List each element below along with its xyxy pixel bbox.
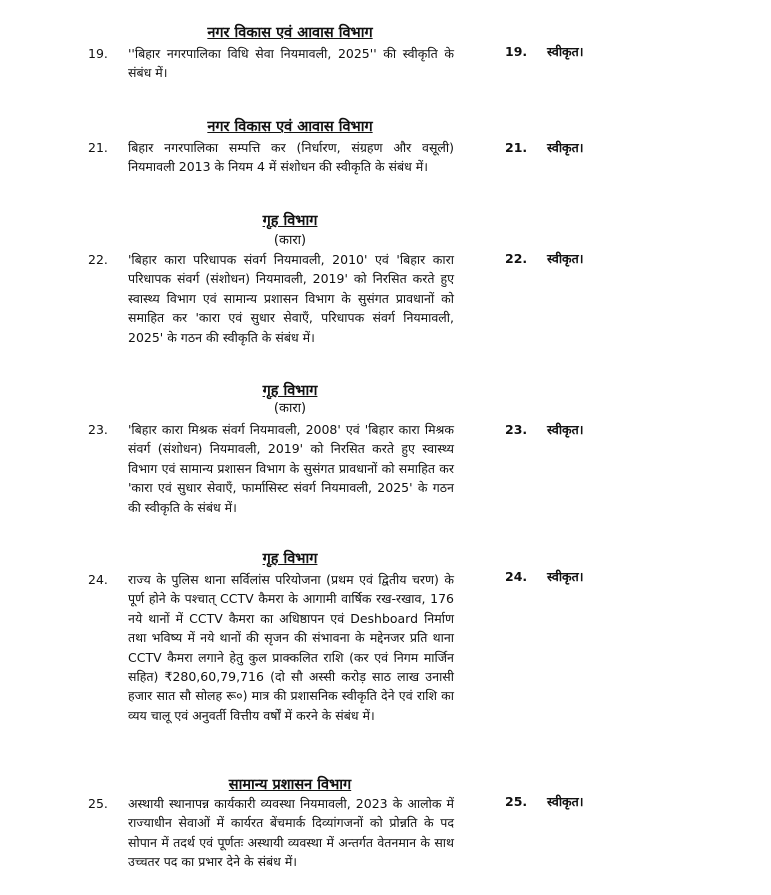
department-heading: गृह विभाग <box>262 213 318 229</box>
decision-status: स्वीकृत। <box>547 794 584 809</box>
decision-status: स्वीकृत। <box>547 251 584 266</box>
sub-department: (कारा) <box>273 401 307 416</box>
item-description: अस्थायी स्थानापन्न कार्यकारी व्यवस्था नियमावली, 2023 के आलोक में राज्याधीन सेवाओं में कार्यरत बेंचमार्क दिव्यांगजनों को प्रोन्नति के पद सोपान में तदर्थ एवं पूर्णतः अस्थायी व्यवस्था में अन्तर्गत वेतनमान के साथ उच्चतर पद का प्रभार देने के संबंध में। <box>128 796 454 870</box>
department-heading: नगर विकास एवं आवास विभाग <box>207 119 373 135</box>
item-description: ''बिहार नगरपालिका विधि सेवा नियमावली, 2025'' की स्वीकृति के संबंध में। <box>128 46 454 81</box>
item-number: 24. <box>88 572 108 587</box>
department-heading: गृह विभाग <box>262 383 318 399</box>
decision-number: 21. <box>505 140 528 155</box>
item-number: 21. <box>88 140 108 155</box>
item-number: 25. <box>88 796 108 811</box>
decision-status: स्वीकृत। <box>547 422 584 437</box>
department-heading: सामान्य प्रशासन विभाग <box>228 777 352 793</box>
decision-status: स्वीकृत। <box>547 140 584 155</box>
decision-status: स्वीकृत। <box>547 569 584 584</box>
department-heading: गृह विभाग <box>262 551 318 567</box>
decision-status: स्वीकृत। <box>547 44 584 59</box>
department-heading: नगर विकास एवं आवास विभाग <box>207 25 373 41</box>
decision-number: 25. <box>505 794 528 809</box>
item-number: 19. <box>88 46 108 61</box>
item-description: बिहार नगरपालिका सम्पत्ति कर (निर्धारण, संग्रहण और वसूली) नियमावली 2013 के नियम 4 में संशोधन की स्वीकृति के संबंध में। <box>128 140 454 175</box>
item-description: 'बिहार कारा परिधापक संवर्ग नियमावली, 2010' एवं 'बिहार कारा परिधापक संवर्ग (संशोधन) नियमावली, 2019' को निरसित करते हुए स्वास्थ्य विभाग एवं सामान्य प्रशासन विभाग के सुसंगत प्रावधानों को समाहित कर 'कारा एवं सुधार सेवाएँ, परिधापक संवर्ग नियमावली, 2025' के गठन की स्वीकृति के संबंध में। <box>128 252 454 345</box>
decision-number: 19. <box>505 44 528 59</box>
decision-number: 23. <box>505 422 528 437</box>
item-description: राज्य के पुलिस थाना सर्विलांस परियोजना (प्रथम एवं द्वितीय चरण) के पूर्ण होने के पश्चात् CCTV कैमरा के आगामी वार्षिक रख-रखाव, 176 नये थानों में CCTV कैमरा का अधिष्ठापन एवं Deshboard निर्माण तथा भविष्य में नये थानों की सृजन की संभावना के मद्देनजर प्रति थाना CCTV कैमरा लगाने हेतु कुल प्राक्कलित राशि (कर एवं निगम मार्जिन सहित) ₹280,60,79,716 (दो सौ अस्सी करोड़ साठ लाख उनासी हजार सात सौ सोलह रू०) मात्र की प्रशासनिक स्वीकृति देने एवं राशि का व्यय चालू एवं अनुवर्ती वित्तीय वर्षों में करने के संबंध में। <box>128 572 454 723</box>
decision-number: 22. <box>505 251 528 266</box>
item-description: 'बिहार कारा मिश्रक संवर्ग नियमावली, 2008' एवं 'बिहार कारा मिश्रक संवर्ग (संशोधन) नियमावली, 2019' को निरसित करते हुए स्वास्थ्य विभाग एवं सामान्य प्रशासन विभाग के सुसंगत प्रावधानों को समाहित कर 'कारा एवं सुधार सेवाएँ, फार्मासिस्ट संवर्ग नियमावली, 2025' के गठन की स्वीकृति के संबंध में। <box>128 422 454 515</box>
item-number: 22. <box>88 252 108 267</box>
item-number: 23. <box>88 422 108 437</box>
decision-number: 24. <box>505 569 528 584</box>
sub-department: (कारा) <box>273 233 307 248</box>
